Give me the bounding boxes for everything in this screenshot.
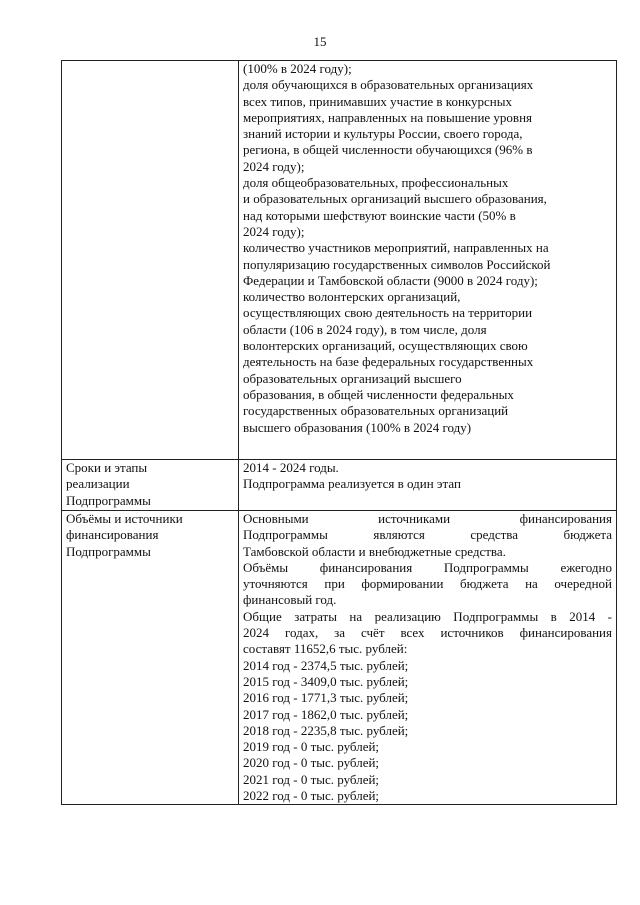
funding-year-line: 2022 год - 0 тыс. рублей;	[243, 788, 380, 804]
row-label-line: Подпрограммы	[66, 492, 151, 508]
text-line: региона, в общей численности обучающихся (96% в	[243, 142, 533, 158]
text-line: популяризацию государственных символов Российской	[243, 256, 551, 272]
text-line: области (106 в 2024 году), в том числе, доля	[243, 321, 487, 337]
row2-value-cell	[239, 460, 617, 511]
text-line: Объёмы финансирования Подпрограммы ежегодно	[243, 559, 612, 575]
text-line: Основными источниками финансирования	[243, 511, 612, 526]
table-row	[62, 61, 617, 460]
text-line: Общие затраты на реализацию Подпрограммы в 2014 -	[243, 608, 612, 624]
text-line: количество участников мероприятий, направленных на	[243, 240, 549, 256]
page-number: 15	[313, 34, 327, 49]
funding-year-line: 2021 год - 0 тыс. рублей;	[243, 771, 380, 787]
text-line: над которыми шефствуют воинские части (50% в	[243, 207, 516, 223]
row-label-line: финансирования	[66, 527, 159, 543]
table-row	[62, 460, 617, 511]
funding-year-line: 2016 год - 1771,3 тыс. рублей;	[243, 690, 409, 706]
text-line: деятельность на базе федеральных государственных	[243, 354, 534, 370]
funding-year-line: 2014 год - 2374,5 тыс. рублей;	[243, 657, 409, 673]
text-line: 2014 - 2024 годы.	[243, 460, 339, 475]
text-line: доля общеобразовательных, профессиональных	[243, 175, 509, 191]
text-line: 2024 году);	[243, 223, 305, 239]
table-row	[62, 511, 617, 805]
row2-label-cell	[62, 460, 239, 511]
funding-year-line: 2015 год - 3409,0 тыс. рублей;	[243, 673, 409, 689]
row-label-line: Подпрограммы	[66, 543, 151, 559]
text-line: всех типов, принимавших участие в конкурсных	[243, 93, 512, 109]
funding-year-line: 2018 год - 2235,8 тыс. рублей;	[243, 722, 409, 738]
text-line: и образовательных организаций высшего образования,	[243, 191, 547, 207]
text-line: 2024 годах, за счёт всех источников финансирования	[243, 625, 612, 641]
funding-year-line: 2019 год - 0 тыс. рублей;	[243, 739, 380, 755]
text-line: знаний истории и культуры России, своего города,	[243, 126, 523, 142]
text-line: финансовый год.	[243, 592, 337, 608]
text-line: государственных образовательных организаций	[243, 403, 509, 419]
text-line: Тамбовской области и внебюджетные средства.	[243, 543, 506, 559]
text-line: образования, в общей численности федеральных	[243, 386, 514, 402]
text-line: осуществляющих свою деятельность на территории	[243, 305, 533, 321]
text-line: Подпрограмма реализуется в один этап	[243, 476, 461, 492]
text-line: волонтерских организаций, осуществляющих свою	[243, 338, 528, 354]
text-line: Подпрограммы являются средства бюджета	[243, 527, 612, 543]
row-label-line: реализации	[66, 476, 130, 492]
text-line: Федерации и Тамбовской области (9000 в 2024 году);	[243, 272, 538, 288]
subprogram-passport-table	[61, 60, 617, 805]
funding-year-line: 2017 год - 1862,0 тыс. рублей;	[243, 706, 409, 722]
text-line: образовательных организаций высшего	[243, 370, 462, 386]
text-line: количество волонтерских организаций,	[243, 289, 461, 305]
funding-year-line: 2020 год - 0 тыс. рублей;	[243, 755, 380, 771]
row-label-line: Объёмы и источники	[66, 511, 183, 526]
text-line: доля обучающихся в образовательных организациях	[243, 77, 534, 93]
text-line: мероприятиях, направленных на повышение уровня	[243, 109, 533, 125]
row1-value-cell	[239, 61, 617, 460]
text-line: уточняются при формировании бюджета на очередной	[243, 576, 612, 592]
text-line: 2024 году);	[243, 158, 305, 174]
row1-label-cell	[62, 61, 239, 460]
row3-label-cell	[62, 511, 239, 805]
row3-value-cell	[239, 511, 617, 805]
row-label-line: Сроки и этапы	[66, 460, 148, 475]
text-line: составят 11652,6 тыс. рублей:	[243, 641, 408, 657]
text-line: (100% в 2024 году);	[243, 61, 352, 76]
text-line: высшего образования (100% в 2024 году)	[243, 419, 472, 435]
